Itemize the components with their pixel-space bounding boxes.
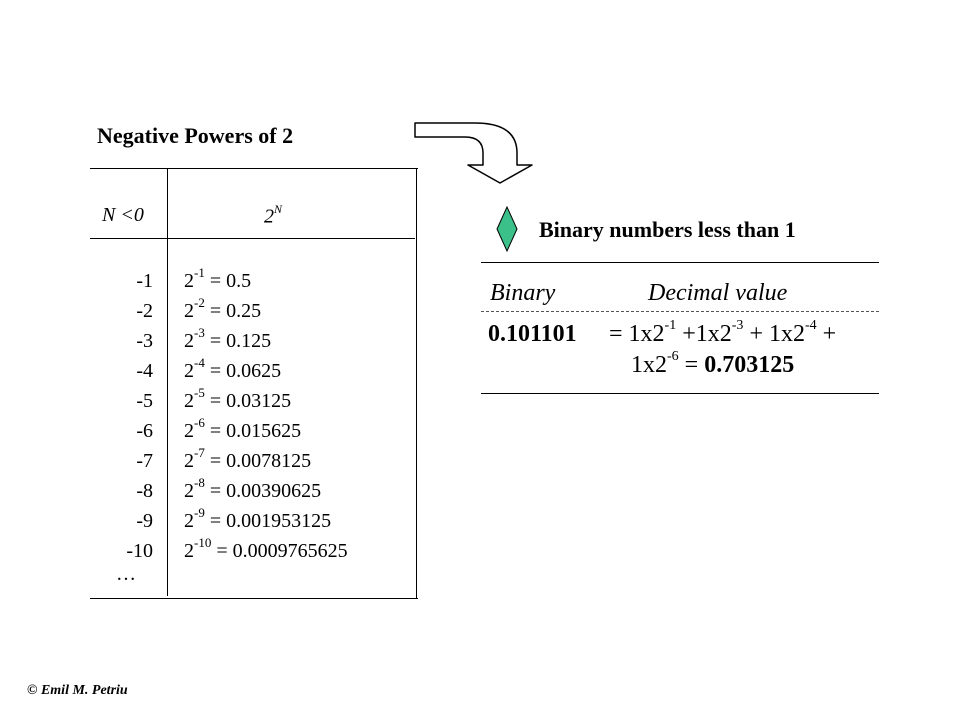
binary-table-header-divider (481, 311, 879, 312)
decimal-expansion-line2: $1x2^{-6} = 0.703125$ (631, 349, 795, 378)
table-top-border (90, 168, 418, 169)
row-power-expression: $2^{-1} = 0.5$ (184, 265, 252, 292)
row-n: -4 (136, 360, 153, 382)
column-decimal-header: Decimal value (648, 280, 788, 306)
table-row (95, 535, 415, 570)
row-n: -6 (136, 420, 153, 442)
table-right-border (416, 168, 417, 599)
header-2n: $2^N$ (264, 202, 283, 228)
row-power-expression: $2^{-8} = 0.00390625$ (184, 475, 322, 502)
row-power-expression: $2^{-7} = 0.0078125$ (184, 445, 312, 472)
header-n: N <0 (102, 204, 144, 226)
row-n: -3 (136, 330, 153, 352)
table-ellipsis: … (116, 563, 136, 585)
row-n: -10 (126, 540, 153, 562)
diamond-bullet-icon (496, 206, 518, 252)
table-bottom-border (90, 598, 418, 599)
row-power-expression: $2^{-5} = 0.03125$ (184, 385, 292, 412)
row-power-expression: $2^{-6} = 0.015625$ (184, 415, 302, 442)
binary-table-bottom-border (481, 393, 879, 394)
table-header-divider (90, 238, 415, 239)
decimal-expansion-line1: = $1x2^{-1} +1x2^{-3} + 1x2^{-4}$ + (609, 318, 837, 347)
row-power-expression: $2^{-10} = 0.0009765625$ (184, 535, 348, 562)
table-row (95, 355, 415, 390)
row-n: -2 (136, 300, 153, 322)
row-n: -8 (136, 480, 153, 502)
row-n: -5 (136, 390, 153, 412)
table-row (95, 325, 415, 360)
table-row (95, 475, 415, 510)
table-row (95, 385, 415, 420)
row-power-expression: $2^{-2} = 0.25$ (184, 295, 262, 322)
decimal-result: 0.703125 (704, 352, 795, 378)
powers-table-body (95, 265, 415, 570)
curved-down-arrow-icon (405, 115, 545, 187)
binary-value: 0.101101 (488, 321, 577, 347)
row-power-expression: $2^{-9} = 0.001953125$ (184, 505, 332, 532)
page-title: Negative Powers of 2 (97, 123, 294, 148)
column-binary-header: Binary (490, 280, 556, 306)
row-power-expression: $2^{-3} = 0.125$ (184, 325, 272, 352)
table-row (95, 445, 415, 480)
table-row (95, 265, 415, 300)
binary-section-title: Binary numbers less than 1 (539, 217, 796, 242)
table-row (95, 505, 415, 540)
table-row (95, 295, 415, 330)
row-n: -9 (136, 510, 153, 532)
table-row (95, 415, 415, 450)
row-power-expression: $2^{-4} = 0.0625$ (184, 355, 282, 382)
row-n: -7 (136, 450, 153, 472)
binary-table-top-border (481, 262, 879, 263)
row-n: -1 (136, 270, 153, 292)
copyright-notice: © Emil M. Petriu (27, 683, 128, 698)
